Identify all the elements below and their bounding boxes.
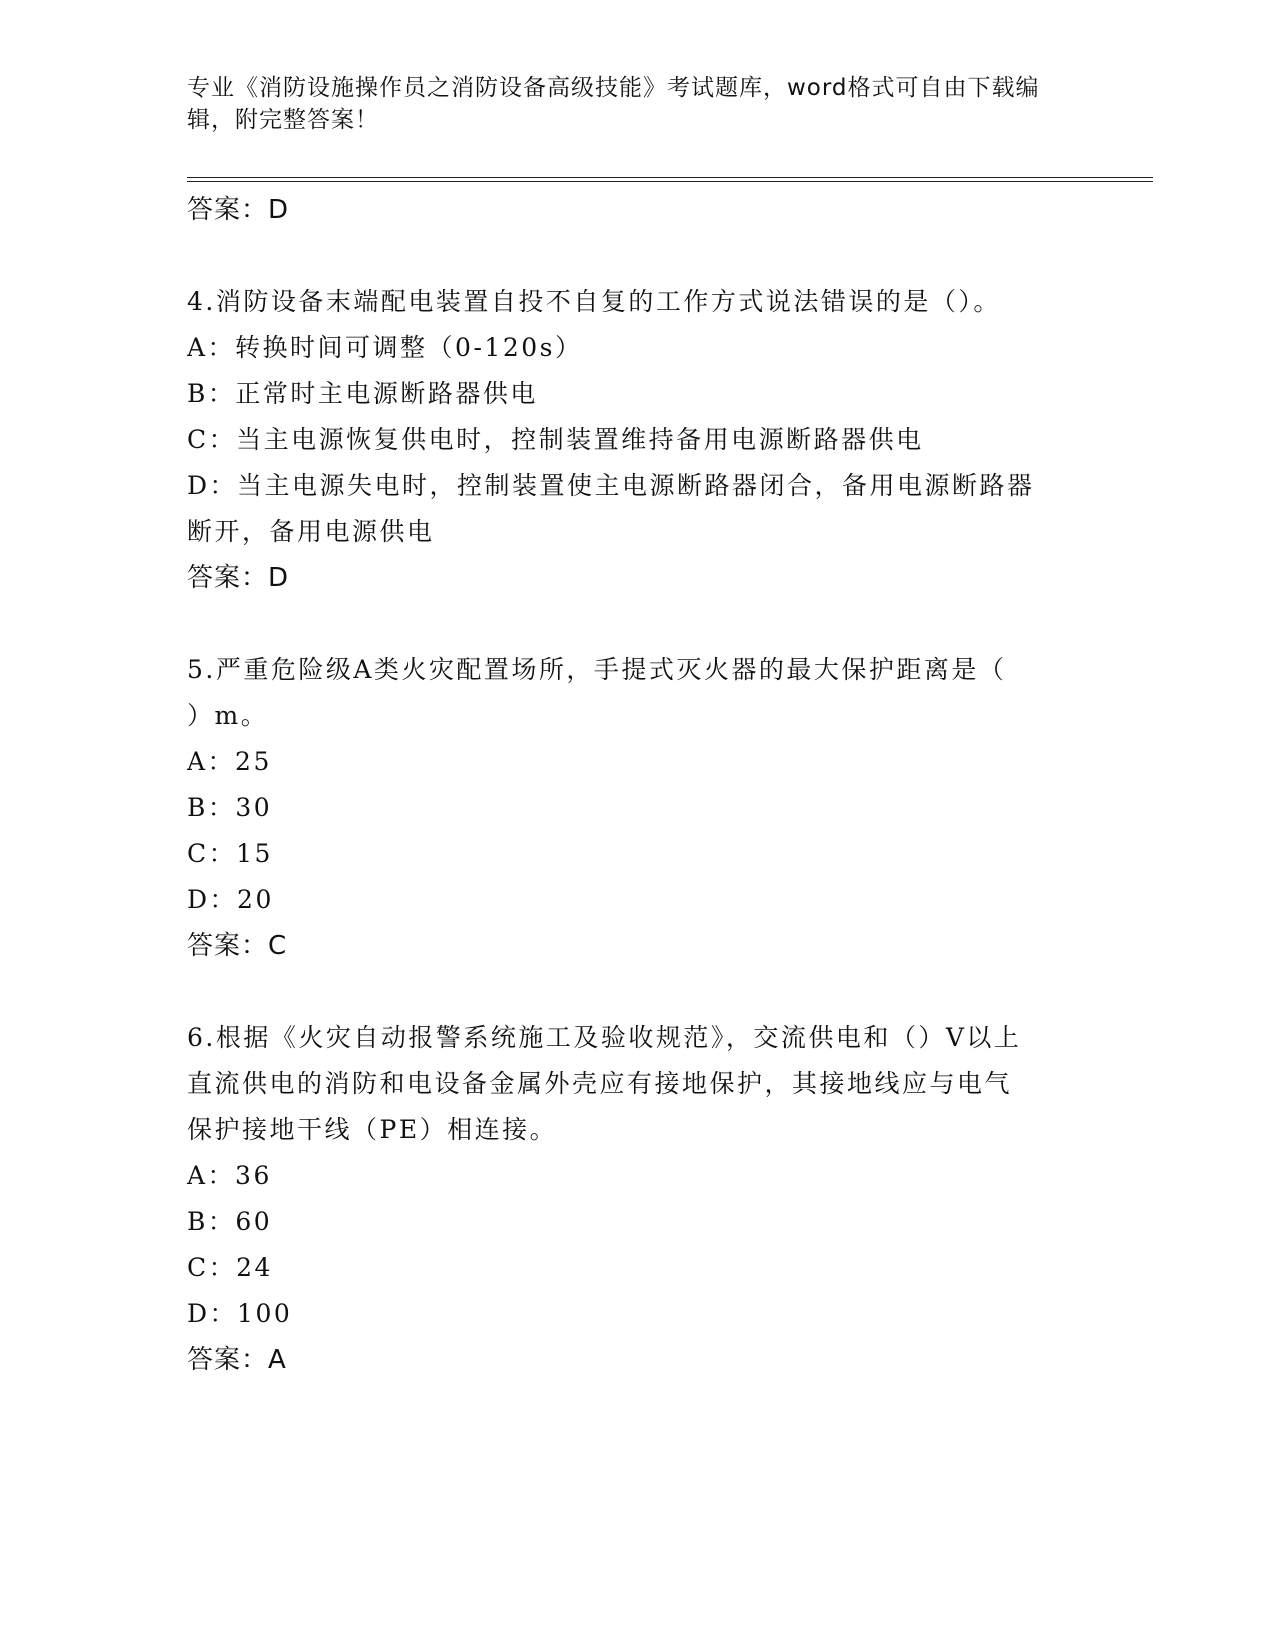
question-4-option-a: A：转换时间可调整（0-120s）: [187, 333, 583, 362]
header-line-2: 辑，附完整答案！: [187, 107, 379, 133]
question-5-option-a: A：25: [187, 747, 272, 776]
question-5: [187, 647, 1087, 969]
question-6-answer: 答案：A: [187, 1345, 287, 1375]
question-6-option-b: B：60: [187, 1207, 273, 1236]
question-6-stem-cont-2: 保护接地干线（PE）相连接。: [187, 1115, 558, 1144]
question-5-option-c: C：15: [187, 839, 273, 868]
question-5-stem-cont: ）m。: [187, 701, 269, 730]
question-4-option-d: D：当主电源失电时，控制装置使主电源断路器闭合，备用电源断路器: [187, 471, 1035, 500]
document-header: [187, 72, 1067, 136]
question-5-answer: 答案：C: [187, 931, 288, 961]
question-6-option-c: C：24: [187, 1253, 273, 1282]
question-5-option-b: B：30: [187, 793, 273, 822]
question-6-option-a: A：36: [187, 1161, 272, 1190]
question-6-stem: 6.根据《火灾自动报警系统施工及验收规范》，交流供电和（）V以上: [187, 1023, 1022, 1052]
question-4: [187, 279, 1087, 601]
question-4-option-d-cont: 断开，备用电源供电: [187, 517, 435, 546]
answer-previous: 答案：D: [187, 195, 290, 225]
question-list: [187, 187, 1087, 1383]
header-line-1: 专业《消防设施操作员之消防设备高级技能》考试题库，word格式可自由下载编: [187, 75, 1040, 101]
question-5-option-d: D：20: [187, 885, 274, 914]
question-4-answer: 答案：D: [187, 563, 290, 593]
question-6-stem-cont-1: 直流供电的消防和电设备金属外壳应有接地保护，其接地线应与电气: [187, 1069, 1013, 1098]
question-6-option-d: D：100: [187, 1299, 293, 1328]
question-4-stem: 4.消防设备末端配电装置自投不自复的工作方式说法错误的是（）。: [187, 287, 1001, 316]
question-4-option-c: C：当主电源恢复供电时，控制装置维持备用电源断路器供电: [187, 425, 924, 454]
header-divider: [187, 177, 1153, 182]
question-4-option-b: B：正常时主电源断路器供电: [187, 379, 538, 408]
question-6: [187, 1015, 1087, 1383]
question-5-stem: 5.严重危险级A类火灾配置场所，手提式灭火器的最大保护距离是（: [187, 655, 1007, 684]
